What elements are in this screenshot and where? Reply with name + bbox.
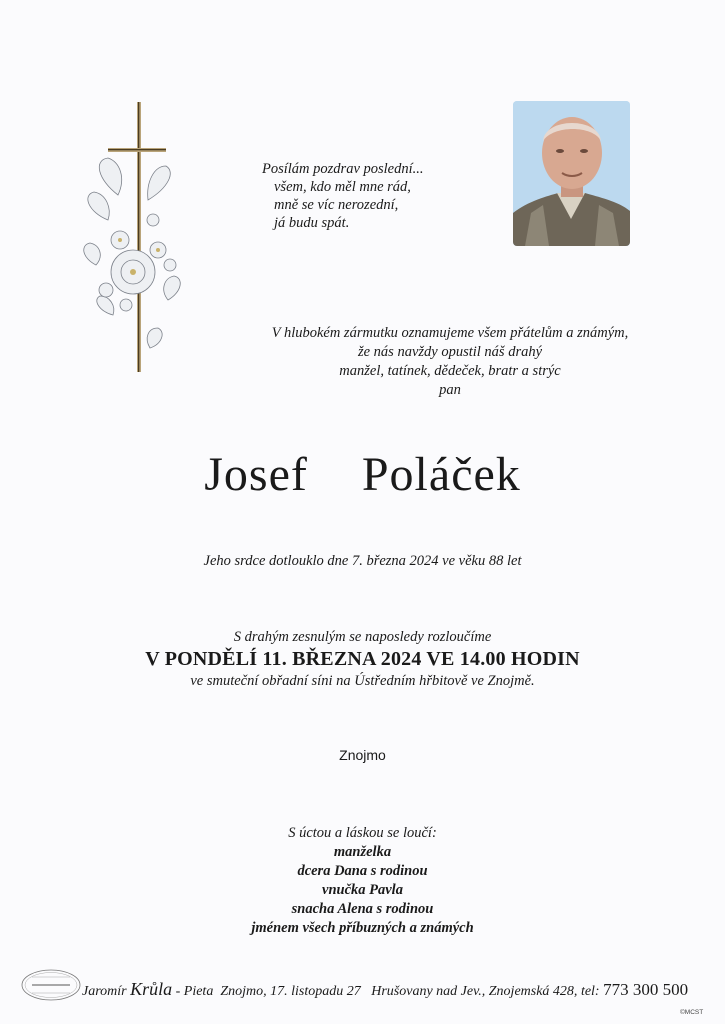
poem-line: Posílám pozdrav poslední... [262,161,424,177]
footer-phone-label: tel: [580,984,600,999]
poem-line: všem, kdo měl mne rád, [274,179,411,195]
mourners [0,824,725,938]
mourner-item: jménem všech příbuzných a známých [251,920,474,936]
announcement-text [200,324,700,400]
cross-with-flowers-icon [78,100,188,385]
announcement-line: pan [439,382,461,398]
poem [262,160,462,232]
deceased-name: Josef Poláček [204,448,521,501]
poem-line: mně se víc nerozední, [274,197,399,213]
footer-brand: Krůla [130,979,173,999]
announcement-line: že nás navždy opustil náš drahý [357,344,543,360]
footer-address-2: Hrušovany nad Jev., Znojemská 428, [371,984,578,999]
funeral-place: ve smuteční obřadní síni na Ústředním hřbitově ve Znojmě. [190,673,535,689]
poem-line: já budu spát. [274,215,350,231]
death-notice: Jeho srdce dotlouklo dne 7. března 2024 ve věku 88 let [203,553,522,569]
funeral-date-time: V PONDĚLÍ 11. BŘEZNA 2024 VE 14.00 HODIN [145,648,580,670]
footer-address-1: Znojmo, 17. listopadu 27 [220,984,361,999]
footer-contact [82,979,712,1000]
print-code: ©MCST [680,1009,704,1016]
footer-phone: 773 300 500 [603,980,689,999]
announcement-line: manžel, tatínek, dědeček, bratr a strýc [339,363,561,379]
announcement-line: V hlubokém zármutku oznamujeme všem přátelům a známým, [271,325,629,341]
pieta-logo-icon [20,968,82,1002]
footer-company: - Pieta [175,984,214,999]
portrait-photo [513,101,630,246]
mourner-item: snacha Alena s rodinou [291,901,434,917]
mourner-item: dcera Dana s rodinou [297,863,428,879]
farewell-intro: S drahým zesnulým se naposledy rozloučíme [233,629,492,645]
city: Znojmo [339,747,386,763]
footer-first-name: Jaromír [82,984,127,999]
mourners-intro: S úctou a láskou se loučí: [288,825,437,841]
mourner-item: manželka [333,844,392,860]
farewell-info [0,628,725,690]
mourner-item: vnučka Pavla [322,882,403,898]
